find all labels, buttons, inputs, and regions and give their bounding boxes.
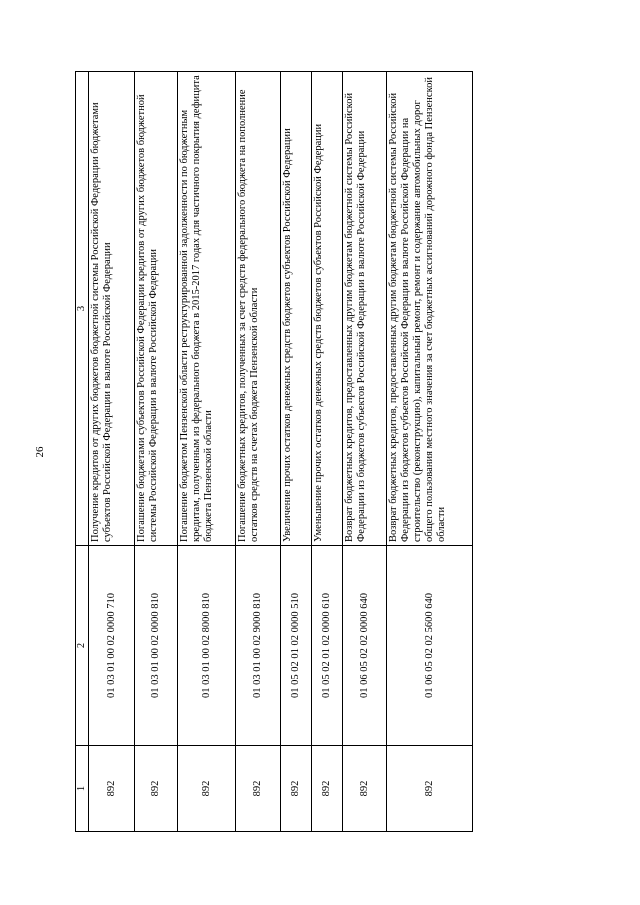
- table-row: [178, 72, 236, 832]
- page-number: 26: [34, 446, 46, 458]
- classification-code-cell: 01 03 01 00 02 9000 810: [236, 546, 281, 746]
- table-row: [343, 72, 387, 832]
- name-cell: Возврат бюджетных кредитов, предоставленных другим бюджетам бюджетной системы Российской Федерации из бюджетов субъектов Российской Федерации в валюте Российской Федерации на строительство (реконструкцию), капитальный ремонт, ремонт и содержание автомобильных дорог общего пользования местного значения за счет бюджетных ассигнований дорожного фонда Пензенской области: [387, 72, 473, 546]
- budget-sources-table: [75, 71, 473, 832]
- table-row: [135, 72, 178, 832]
- classification-code-cell: 01 03 01 00 02 0000 710: [89, 546, 135, 746]
- table-header-row: [76, 72, 89, 832]
- name-cell: Увеличение прочих остатков денежных средств бюджетов субъектов Российской Федерации: [281, 72, 312, 546]
- name-cell: Погашение бюджетами субъектов Российской Федерации кредитов от других бюджетов бюджетной системы Российской Федерации в валюте Российской Федерации: [135, 72, 178, 546]
- table-row: [89, 72, 135, 832]
- admin-code-cell: 892: [178, 746, 236, 832]
- admin-code-cell: 892: [343, 746, 387, 832]
- admin-code-cell: 892: [89, 746, 135, 832]
- name-cell: Возврат бюджетных кредитов, предоставленных другим бюджетам бюджетной системы Российской Федерации из бюджетов субъектов Российской Федерации в валюте Российской Федерации: [343, 72, 387, 546]
- name-cell: Погашение бюджетом Пензенской области реструктурированной задолженности по бюджетным кредитам, полученным из федерального бюджета в 2015-2017 годах для частичного покрытия дефицита бюджета Пензенской области: [178, 72, 236, 546]
- classification-code-cell: 01 06 05 02 02 0000 640: [343, 546, 387, 746]
- classification-code-cell: 01 05 02 01 02 0000 510: [281, 546, 312, 746]
- classification-code-cell: 01 05 02 01 02 0000 610: [312, 546, 343, 746]
- column-header-2: 2: [76, 546, 89, 746]
- table-row: [236, 72, 281, 832]
- classification-code-cell: 01 03 01 00 02 0000 810: [135, 546, 178, 746]
- admin-code-cell: 892: [135, 746, 178, 832]
- name-cell: Уменьшение прочих остатков денежных средств бюджетов субъектов Российской Федерации: [312, 72, 343, 546]
- admin-code-cell: 892: [387, 746, 473, 832]
- column-header-3: 3: [76, 72, 89, 546]
- admin-code-cell: 892: [281, 746, 312, 832]
- table-row: [281, 72, 312, 832]
- name-cell: Погашение бюджетных кредитов, полученных за счет средств федерального бюджета на пополнение остатков средств на счетах бюджета Пензенской области: [236, 72, 281, 546]
- name-cell: Получение кредитов от других бюджетов бюджетной системы Российской Федерации бюджетами субъектов Российской Федерации в валюте Российской Федерации: [89, 72, 135, 546]
- classification-code-cell: 01 06 05 02 02 5600 640: [387, 546, 473, 746]
- table-container: [75, 72, 485, 832]
- classification-code-cell: 01 03 01 00 02 8000 810: [178, 546, 236, 746]
- table-row: [387, 72, 473, 832]
- column-header-1: 1: [76, 746, 89, 832]
- table-row: [312, 72, 343, 832]
- admin-code-cell: 892: [236, 746, 281, 832]
- admin-code-cell: 892: [312, 746, 343, 832]
